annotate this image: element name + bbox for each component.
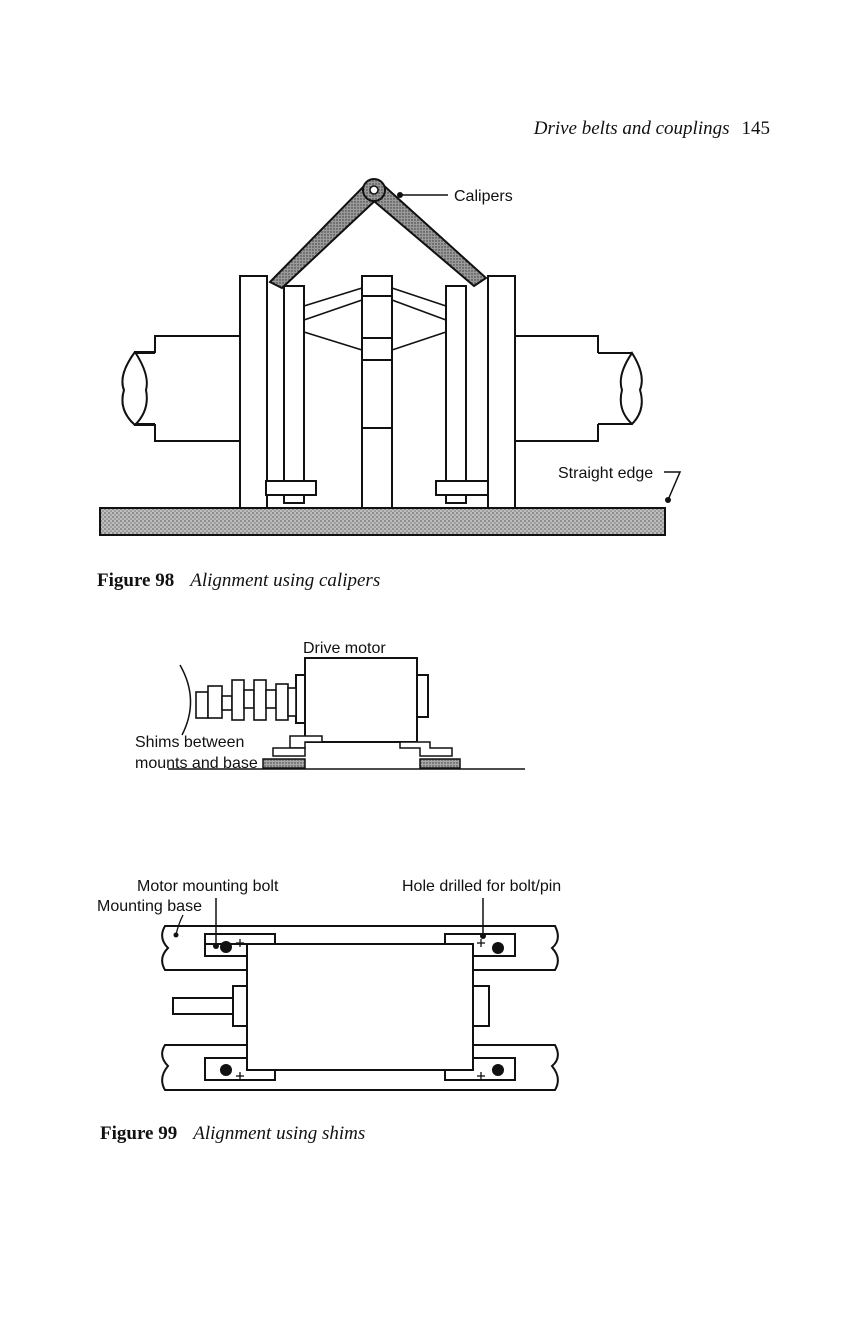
shims-label-line2: mounts and base [135, 755, 258, 772]
right-flange-inner [446, 286, 466, 503]
figure-99-caption [100, 1123, 365, 1145]
right-bolt [436, 481, 488, 495]
figure-98-caption-text: Alignment using calipers [190, 570, 381, 591]
figure-98-number: Figure 98 [97, 570, 175, 591]
motor-body-top [247, 944, 473, 1070]
running-head-title: Drive belts and couplings [533, 118, 730, 139]
figure-99-caption-text: Alignment using shims [193, 1123, 366, 1144]
left-bolt [266, 481, 316, 495]
shims-label-line1: Shims between [135, 734, 245, 751]
straight-edge-label: Straight edge [558, 465, 654, 482]
shim-right [420, 759, 460, 768]
side-coupling [196, 680, 296, 720]
right-flange-outer [488, 276, 515, 508]
motor-end-cap [417, 675, 428, 717]
hole-drilled-label: Hole drilled for bolt/pin [402, 878, 562, 895]
shim-left [263, 759, 305, 768]
calipers-label: Calipers [454, 188, 513, 205]
straight-edge-leader [664, 472, 680, 500]
figure-98-calipers-diagram [0, 0, 864, 560]
figure-99-side-view [0, 620, 864, 800]
straight-edge-bar [100, 508, 665, 535]
left-flange-inner [284, 286, 304, 503]
figure-99-top-view [0, 870, 864, 1110]
motor-body [305, 658, 417, 742]
center-spacer [362, 276, 392, 508]
page-number: 145 [741, 118, 770, 139]
motor-mounting-bolt-label: Motor mounting bolt [137, 878, 279, 895]
figure-99-number: Figure 99 [100, 1123, 178, 1144]
left-flange-outer [240, 276, 267, 508]
drive-motor-label: Drive motor [303, 640, 386, 657]
mounting-base-label: Mounting base [97, 898, 202, 915]
figure-98-caption [97, 570, 380, 592]
motor-shaft [173, 998, 235, 1014]
